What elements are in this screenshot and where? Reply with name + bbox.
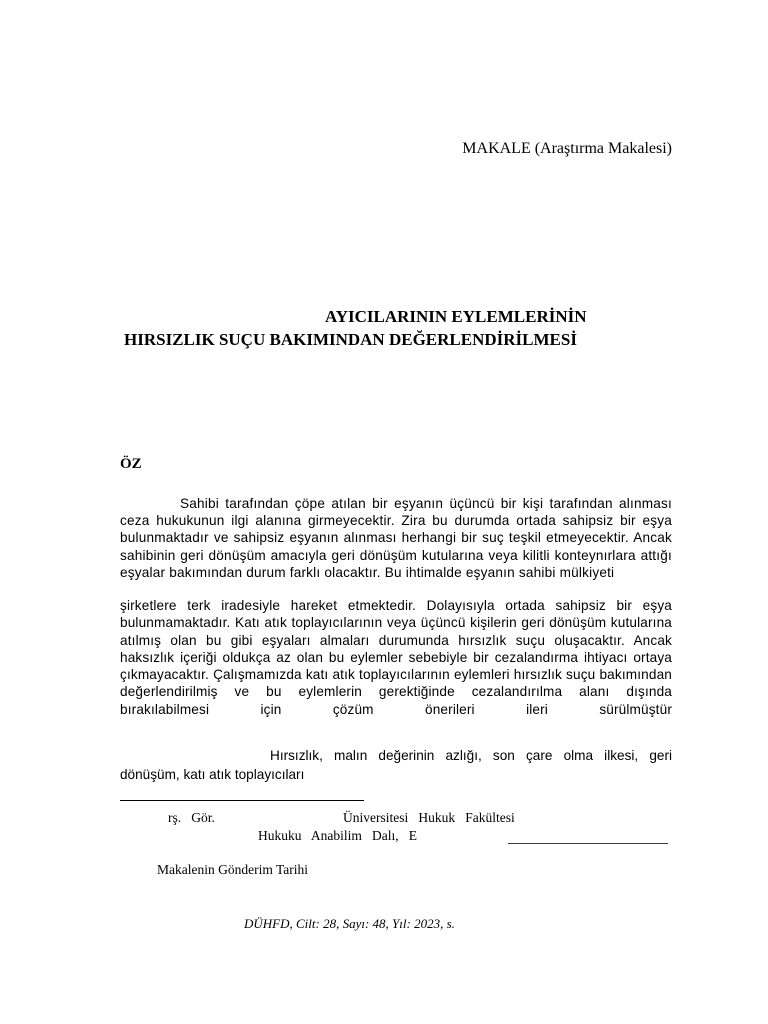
footnote-email-link-underline[interactable] xyxy=(508,843,668,844)
footnote-affiliation: Üniversitesi Hukuk Fakültesi xyxy=(343,810,515,825)
footnote-divider xyxy=(120,800,364,801)
abstract-paragraph-first: Sahibi tarafından çöpe atılan bir eşyanın üçüncü bir kişi tarafından alınması ceza hukukunun ilgi alanına girmeyecektir. Zira bu durumda ortada sahipsiz bir eşya bulunmaktadır ve sahipsiz eşyanın alınması herhangi bir suç teşkil etmeyecektir. Ancak sahibinin geri dönüşüm amacıyla geri dönüşüm kutularına veya kilitli konteynırlara attığı eşyalar bakımından durum farklı olacaktır. Bu ihtimalde eşyanın sahibi mülkiyeti xyxy=(120,496,672,580)
submission-date-label: Makalenin Gönderim Tarihi xyxy=(157,862,309,877)
journal-citation: DÜHFD, Cilt: 28, Sayı: 48, Yıl: 2023, s. xyxy=(244,916,455,931)
article-title-line-1: AYICILARININ EYLEMLERİNİN xyxy=(325,307,587,326)
footnote-author-title: rş. Gör. xyxy=(168,810,215,825)
keywords-text: Hırsızlık, malın değerinin azlığı, son çare olma ilkesi, geri dönüşüm, katı atık toplayıcıları xyxy=(120,748,672,782)
abstract-heading: ÖZ xyxy=(120,456,142,472)
article-type-label: MAKALE (Araştırma Makalesi) xyxy=(462,140,672,157)
abstract-paragraph-continued: şirketlere terk iradesiyle hareket etmektedir. Dolayısıyla ortada sahipsiz bir eşya bulunmamaktadır. Katı atık toplayıcılarının veya üçüncü kişilerin geri dönüşüm kutularına atılmış olan bu gibi eşyaları almaları durumunda hırsızlık suçu oluşacaktır. Ancak haksızlık içeriği oldukça az olan bu eylemler sebebiyle bir cezalandırma ihtiyacı ortaya çıkmayacaktır. Çalışmamızda katı atık toplayıcılarının eylemleri hırsızlık suçu bakımından değerlendirilmiş ve bu eylemlerin gerektiğinde cezalandırılma alanı dışında bırakılabilmesi için çözüm önerileri ileri sürülmüştür xyxy=(120,598,672,717)
footnote-department: Hukuku Anabilim Dalı, E xyxy=(258,828,417,843)
article-title-line-2: HIRSIZLIK SUÇU BAKIMINDAN DEĞERLENDİRİLMESİ xyxy=(124,330,577,349)
